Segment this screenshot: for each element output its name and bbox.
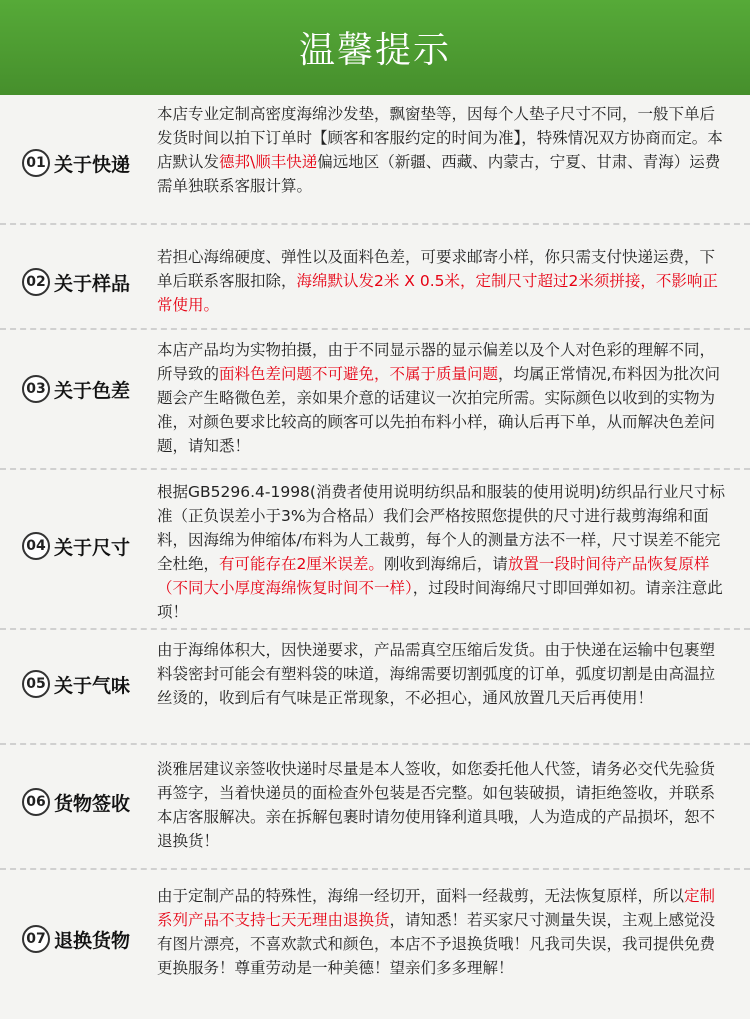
section-number-badge: 07	[22, 925, 50, 953]
section-title: 退换货物	[54, 929, 131, 952]
highlight-text: 有可能存在2厘米误差。	[219, 555, 384, 573]
section-title: 货物签收	[54, 792, 131, 815]
body-text: 淡雅居建议亲签收快递时尽量是本人签收，如您委托他人代签，请务必交代先验货再签字，当着快递员的面检查外包装是否完整。如包装破损，请拒绝签收，并联系本店客服解决。亲在拆解包裹时请勿使用锋利道具哦，人为造成的产品损坏，恕不退换货！	[157, 760, 716, 850]
body-text: 刚收到海绵后，请	[383, 555, 508, 573]
section-label	[22, 788, 130, 816]
section-body	[157, 245, 729, 317]
section-number-badge: 05	[22, 670, 50, 698]
section-title: 关于快递	[54, 153, 131, 176]
body-text: 偏远地区（新疆、西藏、内蒙古，宁夏、甘肃、青海）运费需单独联系客服计算。	[157, 153, 721, 195]
section-body	[157, 884, 729, 980]
section-label	[22, 149, 130, 177]
body-text: 若担心海绵硬度、弹性以及面料色差，可要求邮寄小样，你只需支付快递运费，下单后联系客服扣除，	[157, 248, 716, 290]
section-number-badge: 06	[22, 788, 50, 816]
highlight-text: 放置一段时间待产品恢复原样（不同大小厚度海绵恢复时间不一样）	[157, 555, 710, 597]
section-sample	[0, 225, 750, 330]
section-smell	[0, 630, 750, 745]
section-title: 关于尺寸	[54, 536, 131, 559]
body-text: 由于海绵体积大，因快递要求，产品需真空压缩后发货。由于快递在运输中包裹塑料袋密封可能会有塑料袋的味道，海绵需要切割弧度的订单，弧度切割是由高温拉丝烫的，收到后有气味是正常现象，不必担心，通风放置几天后再使用！	[157, 641, 716, 707]
section-label	[22, 375, 130, 403]
highlight-text: 定制系列产品不支持七天无理由退换货	[157, 887, 716, 929]
section-label	[22, 670, 130, 698]
section-label	[22, 268, 130, 296]
section-delivery-signing	[0, 745, 750, 870]
section-number-badge: 01	[22, 149, 50, 177]
section-body	[157, 338, 729, 458]
section-number-badge: 02	[22, 268, 50, 296]
section-label	[22, 925, 130, 953]
section-number-badge: 04	[22, 532, 50, 560]
section-number-badge: 03	[22, 375, 50, 403]
section-body	[157, 757, 729, 853]
body-text: ，请知悉！若买家尺寸测量失误，主观上感觉没有图片漂亮，不喜欢款式和颜色，本店不予退换货哦！凡我司失误，我司提供免费更换服务！尊重劳动是一种美德！望亲们多多理解！	[157, 911, 716, 977]
highlight-text: 面料色差问题不可避免，不属于质量问题	[219, 365, 499, 383]
body-text: ，均属正常情况,布料因为批次问题会产生略微色差，亲如果介意的话建议一次拍完所需。实际颜色以收到的实物为准，对颜色要求比较高的顾客可以先拍布料小样，确认后再下单，从而解决色差问题，请知悉！	[157, 365, 720, 455]
section-body	[157, 480, 729, 624]
body-text: 根据GB5296.4-1998(消费者使用说明纺织品和服装的使用说明)纺织品行业尺寸标准（正负误差小于3%为合格品）我们会严格按照您提供的尺寸进行裁剪海绵和面料，因海绵为伸缩体/布料为人工裁剪，每个人的测量方法不一样，尺寸误差不能完全杜绝，	[157, 483, 726, 573]
section-title: 关于样品	[54, 272, 131, 295]
page-title: 温馨提示	[298, 30, 451, 71]
highlight-text: 海绵默认发2米 X 0.5米，定制尺寸超过2米须拼接，不影响正常使用。	[157, 272, 718, 314]
section-express	[0, 95, 750, 225]
section-title: 关于气味	[54, 674, 131, 697]
section-body	[157, 102, 729, 198]
section-color-difference	[0, 330, 750, 470]
section-body	[157, 638, 729, 710]
section-label	[22, 532, 130, 560]
body-text: 本店产品均为实物拍摄，由于不同显示器的显示偏差以及个人对色彩的理解不同，所导致的	[157, 341, 716, 383]
body-text: 本店专业定制高密度海绵沙发垫，飘窗垫等，因每个人垫子尺寸不同，一般下单后发货时间以拍下订单时【顾客和客服约定的时间为准】，特殊情况双方协商而定。本店默认发	[157, 105, 723, 171]
highlight-text: 德邦\顺丰快递	[219, 153, 318, 171]
body-text: 由于定制产品的特殊性，海绵一经切开，面料一经裁剪，无法恢复原样，所以	[157, 887, 685, 905]
body-text: ，过段时间海绵尺寸即回弹如初。请亲注意此项！	[157, 579, 723, 621]
section-returns	[0, 870, 750, 1019]
header-banner	[0, 0, 750, 95]
section-size	[0, 470, 750, 630]
section-title: 关于色差	[54, 379, 131, 402]
